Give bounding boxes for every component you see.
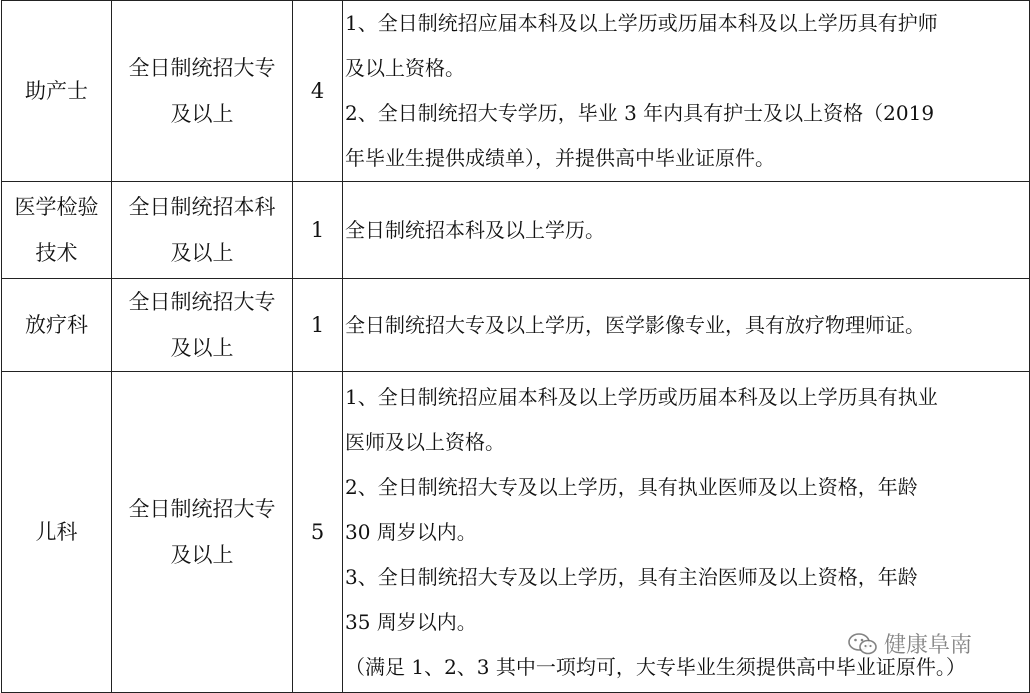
education-line: 全日制统招大专	[128, 497, 276, 521]
education-cell	[112, 279, 293, 372]
position-cell	[2, 372, 112, 693]
condition-line: （满足 1、2、3 其中一项均可，大专毕业生须提供高中毕业证原件。）	[345, 654, 966, 679]
education-line: 全日制统招本科	[128, 195, 276, 219]
condition-line: 2、全日制统招大专学历，毕业 3 年内具有护士及以上资格（2019	[345, 101, 935, 125]
table-row	[2, 372, 1030, 693]
education-line: 及以上	[170, 241, 234, 265]
education-cell	[112, 372, 293, 693]
condition-line: 1、全日制统招应届本科及以上学历或历届本科及以上学历具有护师	[345, 11, 938, 35]
conditions-cell	[343, 279, 1030, 372]
position-line: 助产士	[25, 79, 88, 103]
position-cell	[2, 182, 112, 279]
conditions-cell	[343, 372, 1030, 693]
education-line: 及以上	[170, 102, 234, 126]
condition-line: 年毕业生提供成绩单），并提供高中毕业证原件。	[345, 146, 775, 170]
condition-line: 1、全日制统招应届本科及以上学历或历届本科及以上学历具有执业	[345, 384, 938, 409]
position-line: 医学检验	[14, 195, 99, 219]
education-line: 全日制统招大专	[128, 56, 276, 80]
watermark-text: 健康阜南	[884, 633, 973, 658]
education-line: 及以上	[170, 543, 234, 567]
education-line: 全日制统招大专	[128, 290, 276, 314]
count-cell: 5	[293, 372, 343, 693]
table-row	[2, 279, 1030, 372]
condition-line: 及以上资格。	[345, 56, 465, 80]
conditions-cell	[343, 182, 1030, 279]
position-cell	[2, 1, 112, 182]
count-cell: 4	[293, 1, 343, 182]
count-cell: 1	[293, 182, 343, 279]
education-cell	[112, 182, 293, 279]
condition-line: 全日制统招大专及以上学历，医学影像专业，具有放疗物理师证。	[345, 312, 925, 337]
condition-line: 30 周岁以内。	[345, 519, 477, 544]
position-line: 儿科	[35, 520, 78, 544]
education-cell	[112, 1, 293, 182]
condition-line: 医师及以上资格。	[345, 429, 505, 454]
condition-line: 全日制统招本科及以上学历。	[345, 217, 605, 242]
position-cell	[2, 279, 112, 372]
conditions-cell	[343, 1, 1030, 182]
position-line: 放疗科	[25, 313, 88, 337]
education-line: 及以上	[170, 336, 234, 360]
condition-line: 35 周岁以内。	[345, 609, 477, 634]
condition-line: 3、全日制统招大专及以上学历，具有主治医师及以上资格，年龄	[345, 564, 918, 589]
position-line: 技术	[35, 241, 78, 265]
condition-line: 2、全日制统招大专及以上学历，具有执业医师及以上资格，年龄	[345, 474, 918, 499]
table-row	[2, 1, 1030, 182]
count-cell: 1	[293, 279, 343, 372]
table-row	[2, 182, 1030, 279]
requirements-table	[1, 0, 1030, 693]
